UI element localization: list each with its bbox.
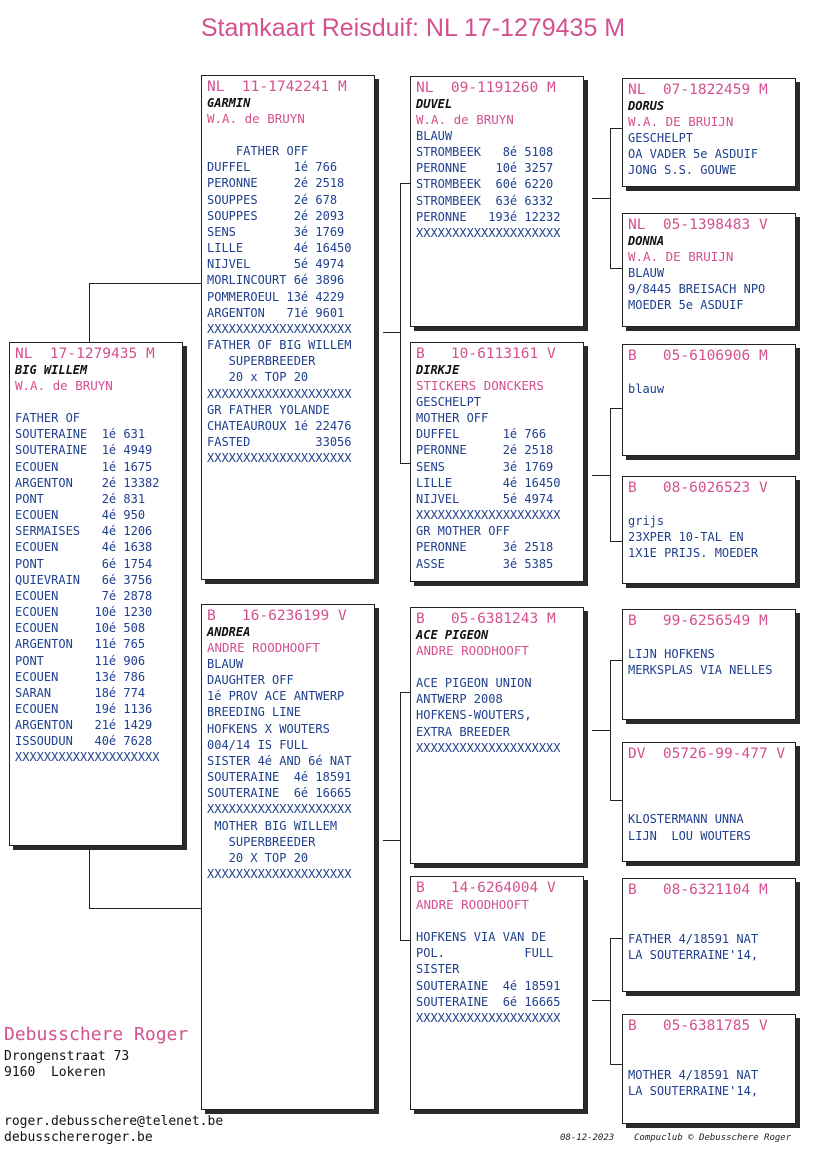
breeder-street: Drongenstraat 73 <box>4 1049 130 1064</box>
pigeon-name: DUVEL <box>416 97 453 111</box>
connector-line <box>400 940 410 941</box>
connector-line <box>610 408 611 541</box>
pigeon-details: BLAUW STROMBEEK 8é 5108 PERONNE 10é 3257 STROMBEEK 60é 6220 STROMBEEK 63é 6332 PERONNE 193é 12232 XXXXXXXXXXXXXXXXXXXX <box>416 129 561 240</box>
ring-number: B 08-6321104 M <box>628 882 768 898</box>
owner-name: W.A. de BRUYN <box>207 111 305 126</box>
ring-number: B 99-6256549 M <box>628 613 768 629</box>
pigeon-details: LIJN HOFKENS MERKSPLAS VIA NELLES <box>628 647 773 678</box>
connector-line <box>400 692 401 940</box>
connector-line <box>400 692 410 693</box>
pigeon-card-father <box>201 75 375 580</box>
connector-line <box>610 128 611 268</box>
ring-number: B 05-6106906 M <box>628 348 768 364</box>
pigeon-details: FATHER OF SOUTERAINE 1é 631 SOUTERAINE 1é 4949 ECOUEN 1é 1675 ARGENTON 2é 13382 PONT 2é 831 ECOUEN 4é 950 SERMAISES 4é 1206 ECOUEN 4é 1638 PONT 6é 1754 QUIEVRAIN 6é 3756 ECOUEN 7é 2878 ECOUEN 10é 1230 ECOUEN 10é 508 ARGENTON 11é 765 PONT 11é 906 ECOUEN 13é 786 SARAN 18é 774 ECOUEN 19é 1136 ARGENTON 21é 1429 ISSOUDUN 40é 7628 XXXXXXXXXXXXXXXXXXXX <box>15 411 160 765</box>
ring-number: B 05-6381785 V <box>628 1018 768 1034</box>
ring-number: B 10-6113161 V <box>416 346 556 362</box>
ring-number: B 08-6026523 V <box>628 480 768 496</box>
pigeon-details: FATHER OFF DUFFEL 1é 766 PERONNE 2é 2518 SOUPPES 2é 678 SOUPPES 2é 2093 SENS 3é 1769 LILLE 4é 16450 NIJVEL 5é 4974 MORLINCOURT 6é 3896 POMMEROEUL 13é 4229 ARGENTON 71é 9601 XXXXXXXXXXXXXXXXXXXX FATHER OF BIG WILLEM SUPERBREEDER 20 x TOP 20 XXXXXXXXXXXXXXXXXXXX GR FATHER YOLANDE CHATEAUROUX 1é 22476 FASTED 33056 XXXXXXXXXXXXXXXXXXXX <box>207 144 352 466</box>
pigeon-name: GARMIN <box>207 96 251 110</box>
pigeon-details: BLAUW 9/8445 BREISACH NPO MOEDER 5e ASDUIF <box>628 266 766 313</box>
pigeon-card-subject <box>9 342 183 846</box>
connector-line <box>610 128 622 129</box>
owner-name: W.A. DE BRUIJN <box>628 114 734 129</box>
pigeon-details: MOTHER 4/18591 NAT LA SOUTERRAINE'14, <box>628 1068 759 1099</box>
pigeon-card-mf <box>410 607 584 864</box>
connector-line <box>610 660 622 661</box>
owner-name: STICKERS DONCKERS <box>416 378 544 393</box>
owner-name: W.A. de BRUYN <box>416 112 514 127</box>
ring-number: NL 09-1191260 M <box>416 80 556 96</box>
connector-line <box>400 463 410 464</box>
connector-line <box>89 846 90 908</box>
connector-line <box>592 1000 610 1001</box>
connector-line <box>610 408 622 409</box>
ring-number: B 05-6381243 M <box>416 611 556 627</box>
connector-line <box>400 183 401 463</box>
ring-number: B 16-6236199 V <box>207 608 347 624</box>
pigeon-card-mm <box>410 876 584 1110</box>
ring-number: B 14-6264004 V <box>416 880 556 896</box>
pigeon-details: GESCHELPT OA VADER 5e ASDUIF JONG S.S. GOUWE <box>628 131 759 178</box>
pigeon-details: grijs 23XPER 10-TAL EN 1X1E PRIJS. MOEDER <box>628 514 759 561</box>
pigeon-details: ACE PIGEON UNION ANTWERP 2008 HOFKENS-WOUTERS, EXTRA BREEDER XXXXXXXXXXXXXXXXXXXX <box>416 676 561 755</box>
pigeon-card-mmf <box>622 878 796 992</box>
ring-number: NL 11-1742241 M <box>207 79 347 95</box>
pigeon-details: GESCHELPT MOTHER OFF DUFFEL 1é 766 PERONNE 2é 2518 SENS 3é 1769 LILLE 4é 16450 NIJVEL 5é 4974 XXXXXXXXXXXXXXXXXXXX GR MOTHER OFF PERONNE 3é 2518 ASSE 3é 5385 <box>416 395 561 571</box>
pigeon-details: KLOSTERMANN UNNA LIJN LOU WOUTERS <box>628 812 751 843</box>
owner-name: ANDRE ROODHOOFT <box>207 640 320 655</box>
pigeon-details: HOFKENS VIA VAN DE POL. FULL SISTER SOUTERAINE 4é 18591 SOUTERAINE 6é 16665 XXXXXXXXXXXXXXXXXXXX <box>416 930 561 1025</box>
connector-line <box>610 800 622 801</box>
print-date: 08-12-2023 <box>560 1133 615 1143</box>
pigeon-card-mmm <box>622 1014 796 1124</box>
connector-line <box>89 283 201 284</box>
pigeon-details: FATHER 4/18591 NAT LA SOUTERRAINE'14, <box>628 932 759 963</box>
pigeon-card-mfm <box>622 742 796 862</box>
connector-line <box>610 1064 622 1065</box>
owner-name: W.A. de BRUYN <box>15 378 113 393</box>
pigeon-card-mff <box>622 609 796 720</box>
connector-line <box>592 730 610 731</box>
connector-line <box>610 268 622 269</box>
pigeon-details: BLAUW DAUGHTER OFF 1é PROV ACE ANTWERP BREEDING LINE HOFKENS X WOUTERS 004/14 IS FULL SISTER 4é AND 6é NAT SOUTERAINE 4é 18591 SOUTERAINE 6é 16665 XXXXXXXXXXXXXXXXXXXX MOTHER BIG WILLEM SUPERBREEDER 20 X TOP 20 XXXXXXXXXXXXXXXXXXXX <box>207 657 352 882</box>
connector-line <box>592 475 610 476</box>
owner-name: ANDRE ROODHOOFT <box>416 643 529 658</box>
breeder-website: debusschereroger.be <box>4 1130 153 1145</box>
connector-line <box>89 908 201 909</box>
breeder-email: roger.debusschere@telenet.be <box>4 1114 224 1129</box>
pigeon-card-mother <box>201 604 375 1110</box>
breeder-city: 9160 Lokeren <box>4 1065 106 1080</box>
owner-name: W.A. DE BRUIJN <box>628 249 734 264</box>
connector-line <box>383 332 400 333</box>
pigeon-name: DIRKJE <box>416 363 460 377</box>
pigeon-name: DORUS <box>628 99 665 113</box>
pigeon-card-ff <box>410 76 584 327</box>
connector-line <box>610 938 622 939</box>
pigeon-card-fmm <box>622 476 796 584</box>
pigeon-name: BIG WILLEM <box>15 363 88 377</box>
ring-number: NL 05-1398483 V <box>628 217 768 233</box>
connector-line <box>89 283 90 344</box>
ring-number: NL 17-1279435 M <box>15 346 155 362</box>
pigeon-card-fff <box>622 78 796 187</box>
pigeon-name: ANDREA <box>207 625 251 639</box>
connector-line <box>610 541 622 542</box>
connector-line <box>592 198 610 199</box>
connector-line <box>610 938 611 1064</box>
page-title: Stamkaart Reisduif: NL 17-1279435 M <box>200 14 626 42</box>
pigeon-name: ACE PIGEON <box>416 628 489 642</box>
pigeon-card-fm <box>410 342 584 582</box>
connector-line <box>610 660 611 800</box>
copyright-notice: Compuclub © Debusschere Roger <box>634 1133 792 1143</box>
pigeon-name: DONNA <box>628 234 665 248</box>
pigeon-card-fmf <box>622 344 796 456</box>
ring-number: DV 05726-99-477 V <box>628 746 786 762</box>
pigeon-details: blauw <box>628 382 665 397</box>
pigeon-card-ffm <box>622 213 796 327</box>
connector-line <box>400 183 410 184</box>
ring-number: NL 07-1822459 M <box>628 82 768 98</box>
owner-name: ANDRE ROODHOOFT <box>416 897 529 912</box>
breeder-name: Debusschere Roger <box>4 1024 189 1045</box>
connector-line <box>383 840 400 841</box>
